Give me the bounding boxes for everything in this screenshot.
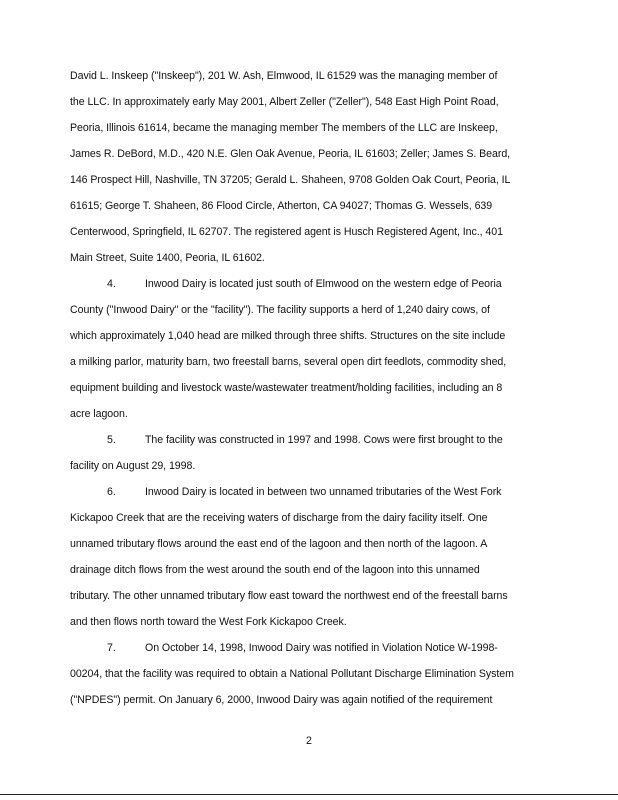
text-line: ("NPDES") permit. On January 6, 2000, Inwood Dairy was again notified of the requirement: [70, 694, 493, 706]
text-line: 146 Prospect Hill, Nashville, TN 37205; Gerald L. Shaheen, 9708 Golden Oak Court, Peoria, IL: [70, 174, 511, 186]
text-line: equipment building and livestock waste/wastewater treatment/holding facilities, including an 8: [70, 382, 503, 394]
text-line: facility on August 29, 1998.: [70, 460, 196, 472]
text-line: a milking parlor, maturity barn, two freestall barns, several open dirt feedlots, commodity shed,: [70, 356, 507, 368]
text-line: the LLC. In approximately early May 2001, Albert Zeller ("Zeller"), 548 East High Point Road,: [70, 96, 499, 108]
text-line: 61615; George T. Shaheen, 86 Flood Circle, Atherton, CA 94027; Thomas G. Wessels, 639: [70, 200, 493, 212]
text-line: The facility was constructed in 1997 and 1998. Cows were first brought to the: [145, 434, 503, 446]
bottom-rule: [0, 794, 618, 795]
text-line: Main Street, Suite 1400, Peoria, IL 61602.: [70, 252, 265, 264]
text-line: tributary. The other unnamed tributary flow east toward the northwest end of the freestall barns: [70, 590, 508, 602]
text-line: Inwood Dairy is located in between two unnamed tributaries of the West Fork: [145, 486, 502, 498]
text-line: David L. Inskeep ("Inskeep"), 201 W. Ash, Elmwood, IL 61529 was the managing member of: [70, 70, 498, 82]
page-number: 2: [306, 735, 312, 747]
paragraph-number: 4.: [107, 278, 116, 290]
text-line: acre lagoon.: [70, 408, 128, 420]
text-line: 00204, that the facility was required to obtain a National Pollutant Discharge Elimination System: [70, 668, 514, 680]
text-line: Peoria, Illinois 61614, became the managing member The members of the LLC are Inskeep,: [70, 122, 498, 134]
text-line: James R. DeBord, M.D., 420 N.E. Glen Oak Avenue, Peoria, IL 61603; Zeller; James S. Beard,: [70, 148, 511, 160]
paragraph-number: 7.: [107, 642, 116, 654]
paragraph-number: 5.: [107, 434, 116, 446]
text-line: which approximately 1,040 head are milked through three shifts. Structures on the site include: [70, 330, 506, 342]
text-line: County ("Inwood Dairy" or the "facility"). The facility supports a herd of 1,240 dairy cows, of: [70, 304, 490, 316]
text-line: unnamed tributary flows around the east end of the lagoon and then north of the lagoon. A: [70, 538, 488, 550]
text-line: Inwood Dairy is located just south of Elmwood on the western edge of Peoria: [145, 278, 502, 290]
text-line: On October 14, 1998, Inwood Dairy was notified in Violation Notice W-1998-: [145, 642, 498, 654]
text-line: drainage ditch flows from the west around the south end of the lagoon into this unnamed: [70, 564, 480, 576]
text-line: and then flows north toward the West Fork Kickapoo Creek.: [70, 616, 347, 628]
text-line: Kickapoo Creek that are the receiving waters of discharge from the dairy facility itself. One: [70, 512, 488, 524]
paragraph-number: 6.: [107, 486, 116, 498]
text-line: Centerwood, Springfield, IL 62707. The registered agent is Husch Registered Agent, Inc., 401: [70, 226, 503, 238]
